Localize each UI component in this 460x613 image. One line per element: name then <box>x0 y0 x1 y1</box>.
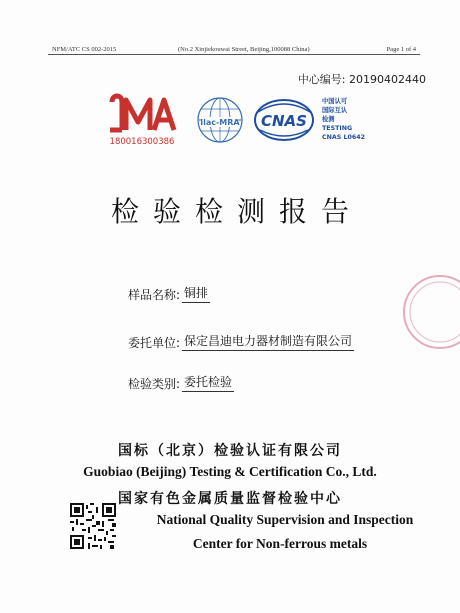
center-name-en-line1: National Quality Supervision and Inspection <box>156 512 414 527</box>
header-address: (No.2 Xinjiekouwai Street, Beijing,100088 China) <box>178 46 310 53</box>
ilac-label: ilac-MRA <box>200 118 240 127</box>
cnas-text-line: CNAS L0642 <box>322 134 366 141</box>
cnas-text-line: 国际互认 <box>322 107 348 114</box>
sample-name-field <box>128 284 210 303</box>
header-divider <box>48 54 420 55</box>
cnas-logo <box>255 100 313 140</box>
report-title: 检验检测报告 <box>110 195 363 228</box>
cma-logo <box>110 96 175 147</box>
inspection-type-field <box>128 373 234 392</box>
sample-name-label: 样品名称: <box>128 288 181 302</box>
inspection-type-value: 委托检验 <box>182 373 234 392</box>
org-name-cn: 国标（北京）检验认证有限公司 <box>118 443 342 459</box>
ilac-mra-logo <box>198 98 242 142</box>
page-indicator: Page 1 of 4 <box>386 46 416 53</box>
inspection-type-label: 检验类别: <box>128 377 181 391</box>
cnas-text-line: 中国认可 <box>322 98 348 105</box>
center-name-cn: 国家有色金属质量监督检验中心 <box>118 491 342 507</box>
client-value: 保定昌迪电力器材制造有限公司 <box>182 332 354 351</box>
sample-name-value: 铜排 <box>182 284 210 303</box>
org-name-en: Guobiao (Beijing) Testing & Certification Co., Ltd. <box>83 464 377 479</box>
red-seal-stamp <box>400 272 460 352</box>
cnas-label: CNAS <box>261 112 307 130</box>
accreditation-logos <box>108 92 378 158</box>
report-number: 中心编号: 20190402440 <box>297 73 426 86</box>
client-label: 委托单位: <box>128 336 181 350</box>
center-name-en-line2: Center for Non-ferrous metals <box>192 536 368 551</box>
cnas-text-line: TESTING <box>322 125 353 132</box>
qr-code <box>70 503 116 549</box>
cma-number: 180016300386 <box>109 137 175 147</box>
standard-code: NFM/ATC CS 002-2015 <box>52 46 117 53</box>
client-field <box>128 332 354 351</box>
cnas-text-line: 检测 <box>322 116 335 123</box>
